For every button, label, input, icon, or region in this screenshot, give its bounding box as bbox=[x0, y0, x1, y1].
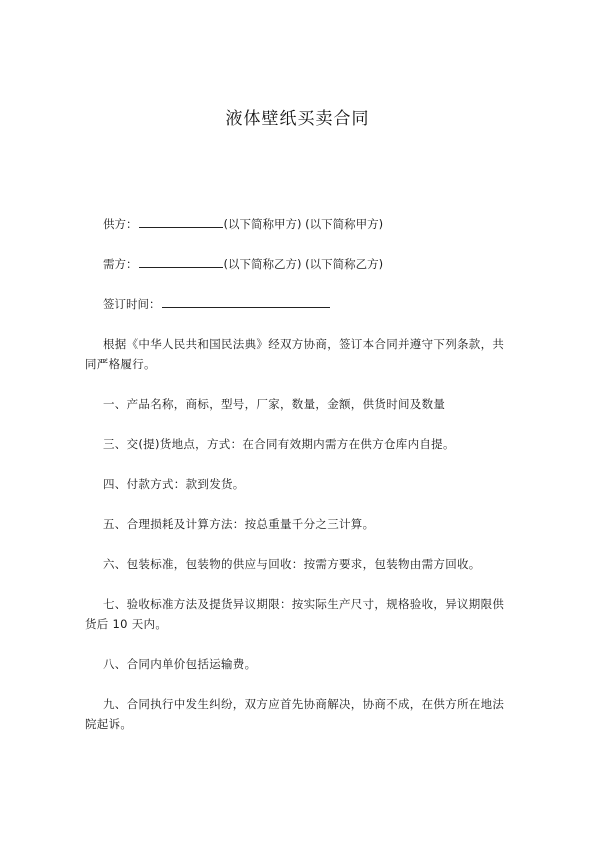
clause-1: 一、产品名称，商标，型号，厂家，数量，金额，供货时间及数量 bbox=[103, 397, 446, 411]
supplier-blank bbox=[139, 214, 223, 228]
signing-time-line bbox=[103, 294, 331, 314]
clause-8: 八、合同内单价包括运输费。 bbox=[103, 657, 257, 671]
supplier-line bbox=[103, 214, 383, 234]
intro-paragraph: 根据《中华人民共和国民法典》经双方协商，签订本合同并遵守下列条款，共同严格履行。 bbox=[85, 337, 505, 371]
clause-7: 七、验收标准方法及提货异议期限：按实际生产尺寸，规格验收，异议期限供货后 10 天内。 bbox=[85, 597, 505, 631]
clause-5: 五、合理损耗及计算方法：按总重量千分之三计算。 bbox=[103, 517, 375, 531]
clause-4: 四、付款方式：款到发货。 bbox=[103, 477, 245, 491]
signing-time-blank bbox=[162, 294, 330, 308]
buyer-note: (以下简称乙方) (以下简称乙方) bbox=[223, 257, 384, 271]
clause-3: 三、交(提)货地点，方式：在合同有效期内需方在供方仓库内自提。 bbox=[103, 437, 455, 451]
supplier-label: 供方： bbox=[103, 217, 138, 231]
buyer-label: 需方： bbox=[103, 257, 138, 271]
clause-9: 九、合同执行中发生纠纷，双方应首先协商解决，协商不成，在供方所在地法院起诉。 bbox=[85, 697, 505, 731]
signing-time-label: 签订时间： bbox=[103, 297, 161, 311]
supplier-note: (以下简称甲方) (以下简称甲方) bbox=[223, 217, 384, 231]
clause-6: 六、包装标准，包装物的供应与回收：按需方要求，包装物由需方回收。 bbox=[103, 557, 481, 571]
document-title: 液体壁纸买卖合同 bbox=[225, 109, 370, 129]
buyer-blank bbox=[139, 254, 223, 268]
buyer-line bbox=[103, 254, 383, 274]
